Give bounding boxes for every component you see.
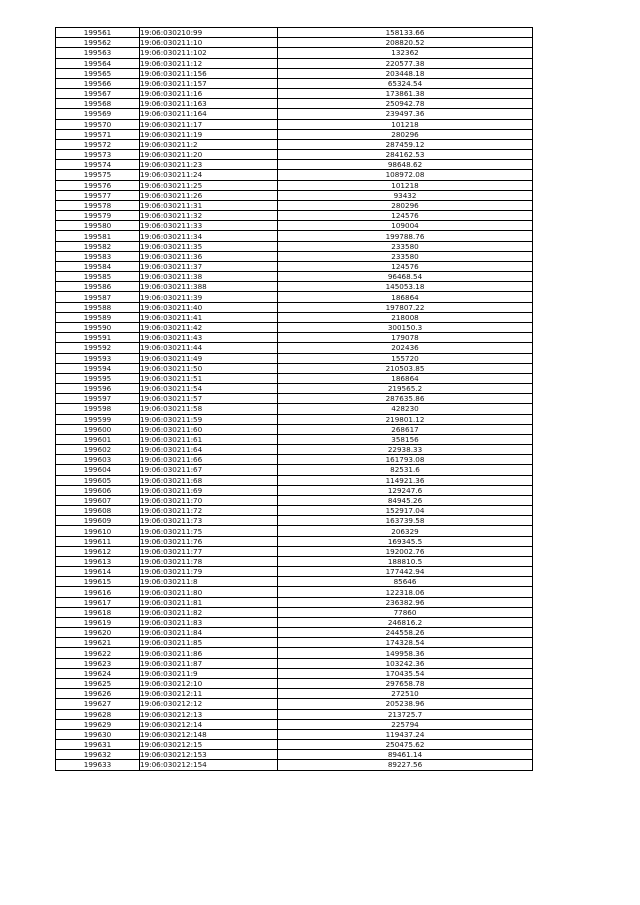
- row-id-cell: 199597: [56, 394, 140, 404]
- value-cell: 82531.6: [278, 465, 533, 475]
- row-id-cell: 199602: [56, 445, 140, 455]
- row-id-cell: 199620: [56, 628, 140, 638]
- value-cell: 163739.58: [278, 516, 533, 526]
- value-cell: 199788.76: [278, 231, 533, 241]
- row-id-cell: 199569: [56, 109, 140, 119]
- row-id-cell: 199582: [56, 241, 140, 251]
- value-cell: 287459.12: [278, 139, 533, 149]
- value-cell: 206329: [278, 526, 533, 536]
- value-cell: 220577.38: [278, 58, 533, 68]
- row-id-cell: 199625: [56, 679, 140, 689]
- value-cell: 287635.86: [278, 394, 533, 404]
- value-cell: 155720: [278, 353, 533, 363]
- cadastral-number-cell: 19:06:030211:60: [140, 424, 278, 434]
- cadastral-number-cell: 19:06:030211:78: [140, 556, 278, 566]
- row-id-cell: 199607: [56, 495, 140, 505]
- row-id-cell: 199601: [56, 434, 140, 444]
- cadastral-number-cell: 19:06:030211:19: [140, 129, 278, 139]
- table-row: [56, 119, 533, 129]
- table-row: [56, 312, 533, 322]
- cadastral-number-cell: 19:06:030211:16: [140, 89, 278, 99]
- row-id-cell: 199570: [56, 119, 140, 129]
- row-id-cell: 199585: [56, 272, 140, 282]
- value-cell: 132362: [278, 48, 533, 58]
- row-id-cell: 199579: [56, 211, 140, 221]
- table-row: [56, 404, 533, 414]
- value-cell: 197807.22: [278, 302, 533, 312]
- cadastral-number-cell: 19:06:030211:41: [140, 312, 278, 322]
- row-id-cell: 199563: [56, 48, 140, 58]
- table-row: [56, 231, 533, 241]
- table-row: [56, 150, 533, 160]
- table-row: [56, 292, 533, 302]
- row-id-cell: 199580: [56, 221, 140, 231]
- row-id-cell: 199609: [56, 516, 140, 526]
- table-row: [56, 261, 533, 271]
- value-cell: 89227.56: [278, 760, 533, 770]
- row-id-cell: 199594: [56, 363, 140, 373]
- cadastral-number-cell: 19:06:030211:20: [140, 150, 278, 160]
- value-cell: 22938.33: [278, 445, 533, 455]
- cadastral-number-cell: 19:06:030211:84: [140, 628, 278, 638]
- cadastral-number-cell: 19:06:030211:32: [140, 211, 278, 221]
- row-id-cell: 199581: [56, 231, 140, 241]
- value-cell: 89461.14: [278, 750, 533, 760]
- row-id-cell: 199603: [56, 455, 140, 465]
- cadastral-number-cell: 19:06:030211:57: [140, 394, 278, 404]
- cadastral-number-cell: 19:06:030211:61: [140, 434, 278, 444]
- cadastral-number-cell: 19:06:030211:38: [140, 272, 278, 282]
- value-cell: 186864: [278, 373, 533, 383]
- row-id-cell: 199576: [56, 180, 140, 190]
- table-row: [56, 750, 533, 760]
- cadastral-number-cell: 19:06:030211:80: [140, 587, 278, 597]
- value-cell: 179078: [278, 333, 533, 343]
- row-id-cell: 199606: [56, 485, 140, 495]
- row-id-cell: 199573: [56, 150, 140, 160]
- table-row: [56, 424, 533, 434]
- value-cell: 188810.5: [278, 556, 533, 566]
- cadastral-number-cell: 19:06:030211:157: [140, 78, 278, 88]
- table-row: [56, 465, 533, 475]
- value-cell: 119437.24: [278, 729, 533, 739]
- row-id-cell: 199629: [56, 719, 140, 729]
- value-cell: 161793.08: [278, 455, 533, 465]
- cadastral-number-cell: 19:06:030211:75: [140, 526, 278, 536]
- cadastral-number-cell: 19:06:030211:39: [140, 292, 278, 302]
- value-cell: 101218: [278, 119, 533, 129]
- cadastral-number-cell: 19:06:030211:26: [140, 190, 278, 200]
- value-cell: 124576: [278, 261, 533, 271]
- row-id-cell: 199630: [56, 729, 140, 739]
- table-row: [56, 160, 533, 170]
- table-row: [56, 485, 533, 495]
- table-row: [56, 679, 533, 689]
- cadastral-number-cell: 19:06:030211:77: [140, 546, 278, 556]
- table-row: [56, 597, 533, 607]
- value-cell: 280296: [278, 129, 533, 139]
- row-id-cell: 199612: [56, 546, 140, 556]
- table-row: [56, 221, 533, 231]
- value-cell: 174328.54: [278, 638, 533, 648]
- table-row: [56, 577, 533, 587]
- table-row: [56, 68, 533, 78]
- cadastral-number-cell: 19:06:030211:70: [140, 495, 278, 505]
- cadastral-number-cell: 19:06:030211:17: [140, 119, 278, 129]
- table-row: [56, 48, 533, 58]
- row-id-cell: 199575: [56, 170, 140, 180]
- cadastral-number-cell: 19:06:030211:67: [140, 465, 278, 475]
- table-row: [56, 180, 533, 190]
- cadastral-number-cell: 19:06:030211:76: [140, 536, 278, 546]
- table-row: [56, 617, 533, 627]
- value-cell: 169345.5: [278, 536, 533, 546]
- table-row: [56, 495, 533, 505]
- value-cell: 84945.26: [278, 495, 533, 505]
- cadastral-number-cell: 19:06:030211:163: [140, 99, 278, 109]
- cadastral-number-cell: 19:06:030211:24: [140, 170, 278, 180]
- row-id-cell: 199622: [56, 648, 140, 658]
- row-id-cell: 199599: [56, 414, 140, 424]
- value-cell: 219565.2: [278, 384, 533, 394]
- cadastral-number-cell: 19:06:030211:2: [140, 139, 278, 149]
- row-id-cell: 199616: [56, 587, 140, 597]
- cadastral-number-cell: 19:06:030211:8: [140, 577, 278, 587]
- value-cell: 85646: [278, 577, 533, 587]
- row-id-cell: 199577: [56, 190, 140, 200]
- table-row: [56, 353, 533, 363]
- value-cell: 122318.06: [278, 587, 533, 597]
- table-row: [56, 170, 533, 180]
- table-row: [56, 302, 533, 312]
- cadastral-number-cell: 19:06:030211:102: [140, 48, 278, 58]
- row-id-cell: 199589: [56, 312, 140, 322]
- cadastral-number-cell: 19:06:030212:153: [140, 750, 278, 760]
- row-id-cell: 199583: [56, 251, 140, 261]
- row-id-cell: 199611: [56, 536, 140, 546]
- value-cell: 109004: [278, 221, 533, 231]
- cadastral-number-cell: 19:06:030211:83: [140, 617, 278, 627]
- cadastral-number-cell: 19:06:030211:81: [140, 597, 278, 607]
- value-cell: 358156: [278, 434, 533, 444]
- value-cell: 300150.3: [278, 322, 533, 332]
- table-row: [56, 251, 533, 261]
- table-row: [56, 139, 533, 149]
- table-row: [56, 58, 533, 68]
- table-row: [56, 89, 533, 99]
- row-id-cell: 199618: [56, 607, 140, 617]
- value-cell: 152917.04: [278, 506, 533, 516]
- table-row: [56, 516, 533, 526]
- value-cell: 236382.96: [278, 597, 533, 607]
- cadastral-number-cell: 19:06:030211:68: [140, 475, 278, 485]
- cadastral-number-cell: 19:06:030211:72: [140, 506, 278, 516]
- row-id-cell: 199624: [56, 668, 140, 678]
- table-row: [56, 607, 533, 617]
- cadastral-number-cell: 19:06:030211:12: [140, 58, 278, 68]
- row-id-cell: 199605: [56, 475, 140, 485]
- table-row: [56, 709, 533, 719]
- value-cell: 101218: [278, 180, 533, 190]
- table-row: [56, 343, 533, 353]
- cadastral-number-cell: 19:06:030211:25: [140, 180, 278, 190]
- row-id-cell: 199631: [56, 740, 140, 750]
- row-id-cell: 199633: [56, 760, 140, 770]
- cadastral-number-cell: 19:06:030211:35: [140, 241, 278, 251]
- value-cell: 192002.76: [278, 546, 533, 556]
- cadastral-number-cell: 19:06:030211:85: [140, 638, 278, 648]
- cadastral-number-cell: 19:06:030211:44: [140, 343, 278, 353]
- cadastral-number-cell: 19:06:030212:11: [140, 689, 278, 699]
- value-cell: 218008: [278, 312, 533, 322]
- row-id-cell: 199591: [56, 333, 140, 343]
- table-row: [56, 638, 533, 648]
- cadastral-number-cell: 19:06:030211:43: [140, 333, 278, 343]
- cadastral-number-cell: 19:06:030211:58: [140, 404, 278, 414]
- cadastral-number-cell: 19:06:030211:36: [140, 251, 278, 261]
- row-id-cell: 199613: [56, 556, 140, 566]
- data-table: [55, 27, 533, 771]
- table-row: [56, 719, 533, 729]
- value-cell: 297658.78: [278, 679, 533, 689]
- cadastral-number-cell: 19:06:030212:154: [140, 760, 278, 770]
- cadastral-number-cell: 19:06:030211:33: [140, 221, 278, 231]
- row-id-cell: 199572: [56, 139, 140, 149]
- value-cell: 225794: [278, 719, 533, 729]
- value-cell: 244558.26: [278, 628, 533, 638]
- row-id-cell: 199617: [56, 597, 140, 607]
- table-row: [56, 241, 533, 251]
- row-id-cell: 199562: [56, 38, 140, 48]
- cadastral-number-cell: 19:06:030211:388: [140, 282, 278, 292]
- value-cell: 129247.6: [278, 485, 533, 495]
- value-cell: 213725.7: [278, 709, 533, 719]
- value-cell: 280296: [278, 200, 533, 210]
- value-cell: 202436: [278, 343, 533, 353]
- cadastral-number-cell: 19:06:030211:31: [140, 200, 278, 210]
- value-cell: 205238.96: [278, 699, 533, 709]
- table-row: [56, 129, 533, 139]
- cadastral-number-cell: 19:06:030211:23: [140, 160, 278, 170]
- value-cell: 108972.08: [278, 170, 533, 180]
- cadastral-number-cell: 19:06:030212:12: [140, 699, 278, 709]
- table-row: [56, 556, 533, 566]
- value-cell: 173861.38: [278, 89, 533, 99]
- table-row: [56, 363, 533, 373]
- table-row: [56, 475, 533, 485]
- row-id-cell: 199623: [56, 658, 140, 668]
- cadastral-number-cell: 19:06:030211:82: [140, 607, 278, 617]
- table-row: [56, 190, 533, 200]
- row-id-cell: 199593: [56, 353, 140, 363]
- table-row: [56, 200, 533, 210]
- row-id-cell: 199567: [56, 89, 140, 99]
- table-row: [56, 38, 533, 48]
- row-id-cell: 199598: [56, 404, 140, 414]
- row-id-cell: 199627: [56, 699, 140, 709]
- value-cell: 250942.78: [278, 99, 533, 109]
- value-cell: 96468.54: [278, 272, 533, 282]
- cadastral-number-cell: 19:06:030211:34: [140, 231, 278, 241]
- value-cell: 246816.2: [278, 617, 533, 627]
- cadastral-number-cell: 19:06:030211:51: [140, 373, 278, 383]
- table-row: [56, 333, 533, 343]
- cadastral-number-cell: 19:06:030211:42: [140, 322, 278, 332]
- cadastral-number-cell: 19:06:030211:156: [140, 68, 278, 78]
- value-cell: 93432: [278, 190, 533, 200]
- cadastral-number-cell: 19:06:030212:15: [140, 740, 278, 750]
- table-row: [56, 211, 533, 221]
- row-id-cell: 199592: [56, 343, 140, 353]
- cadastral-number-cell: 19:06:030211:49: [140, 353, 278, 363]
- cadastral-number-cell: 19:06:030211:87: [140, 658, 278, 668]
- value-cell: 233580: [278, 251, 533, 261]
- cadastral-number-cell: 19:06:030211:69: [140, 485, 278, 495]
- cadastral-number-cell: 19:06:030211:64: [140, 445, 278, 455]
- cadastral-number-cell: 19:06:030211:59: [140, 414, 278, 424]
- table-row: [56, 99, 533, 109]
- row-id-cell: 199590: [56, 322, 140, 332]
- value-cell: 219801.12: [278, 414, 533, 424]
- row-id-cell: 199588: [56, 302, 140, 312]
- value-cell: 186864: [278, 292, 533, 302]
- cadastral-number-cell: 19:06:030211:164: [140, 109, 278, 119]
- row-id-cell: 199610: [56, 526, 140, 536]
- value-cell: 103242.36: [278, 658, 533, 668]
- value-cell: 170435.54: [278, 668, 533, 678]
- table-row: [56, 658, 533, 668]
- table-row: [56, 322, 533, 332]
- row-id-cell: 199626: [56, 689, 140, 699]
- row-id-cell: 199568: [56, 99, 140, 109]
- table-row: [56, 760, 533, 770]
- value-cell: 124576: [278, 211, 533, 221]
- table-row: [56, 394, 533, 404]
- value-cell: 233580: [278, 241, 533, 251]
- row-id-cell: 199584: [56, 261, 140, 271]
- table-row: [56, 729, 533, 739]
- row-id-cell: 199578: [56, 200, 140, 210]
- table-row: [56, 445, 533, 455]
- cadastral-number-cell: 19:06:030212:13: [140, 709, 278, 719]
- value-cell: 149958.36: [278, 648, 533, 658]
- cadastral-number-cell: 19:06:030210:99: [140, 28, 278, 38]
- table-row: [56, 526, 533, 536]
- value-cell: 208820.52: [278, 38, 533, 48]
- value-cell: 272510: [278, 689, 533, 699]
- row-id-cell: 199566: [56, 78, 140, 88]
- table-row: [56, 648, 533, 658]
- cadastral-number-cell: 19:06:030211:10: [140, 38, 278, 48]
- row-id-cell: 199615: [56, 577, 140, 587]
- table-row: [56, 536, 533, 546]
- cadastral-number-cell: 19:06:030211:9: [140, 668, 278, 678]
- cadastral-number-cell: 19:06:030211:50: [140, 363, 278, 373]
- cadastral-number-cell: 19:06:030211:86: [140, 648, 278, 658]
- table-row: [56, 373, 533, 383]
- table-row: [56, 455, 533, 465]
- table-row: [56, 668, 533, 678]
- row-id-cell: 199587: [56, 292, 140, 302]
- row-id-cell: 199574: [56, 160, 140, 170]
- value-cell: 65324.54: [278, 78, 533, 88]
- value-cell: 177442.94: [278, 567, 533, 577]
- cadastral-number-cell: 19:06:030212:14: [140, 719, 278, 729]
- value-cell: 203448.18: [278, 68, 533, 78]
- row-id-cell: 199600: [56, 424, 140, 434]
- table-body: [56, 28, 533, 771]
- table-row: [56, 272, 533, 282]
- row-id-cell: 199632: [56, 750, 140, 760]
- value-cell: 210503.85: [278, 363, 533, 373]
- row-id-cell: 199564: [56, 58, 140, 68]
- value-cell: 98648.62: [278, 160, 533, 170]
- cadastral-number-cell: 19:06:030212:148: [140, 729, 278, 739]
- cadastral-number-cell: 19:06:030211:79: [140, 567, 278, 577]
- cadastral-number-cell: 19:06:030211:37: [140, 261, 278, 271]
- table-row: [56, 282, 533, 292]
- cadastral-number-cell: 19:06:030211:40: [140, 302, 278, 312]
- table-row: [56, 414, 533, 424]
- value-cell: 284162.53: [278, 150, 533, 160]
- row-id-cell: 199608: [56, 506, 140, 516]
- row-id-cell: 199595: [56, 373, 140, 383]
- table-row: [56, 109, 533, 119]
- table-row: [56, 587, 533, 597]
- table-row: [56, 78, 533, 88]
- row-id-cell: 199621: [56, 638, 140, 648]
- row-id-cell: 199571: [56, 129, 140, 139]
- row-id-cell: 199619: [56, 617, 140, 627]
- table-row: [56, 434, 533, 444]
- row-id-cell: 199565: [56, 68, 140, 78]
- table-row: [56, 699, 533, 709]
- row-id-cell: 199561: [56, 28, 140, 38]
- cadastral-number-cell: 19:06:030211:54: [140, 384, 278, 394]
- cadastral-number-cell: 19:06:030211:73: [140, 516, 278, 526]
- value-cell: 250475.62: [278, 740, 533, 750]
- table-row: [56, 628, 533, 638]
- value-cell: 114921.36: [278, 475, 533, 485]
- row-id-cell: 199596: [56, 384, 140, 394]
- value-cell: 268617: [278, 424, 533, 434]
- table-row: [56, 689, 533, 699]
- row-id-cell: 199628: [56, 709, 140, 719]
- value-cell: 239497.36: [278, 109, 533, 119]
- table-row: [56, 384, 533, 394]
- value-cell: 158133.66: [278, 28, 533, 38]
- table-row: [56, 28, 533, 38]
- table-row: [56, 506, 533, 516]
- table-row: [56, 567, 533, 577]
- value-cell: 145053.18: [278, 282, 533, 292]
- table-row: [56, 740, 533, 750]
- row-id-cell: 199586: [56, 282, 140, 292]
- cadastral-number-cell: 19:06:030212:10: [140, 679, 278, 689]
- cadastral-number-cell: 19:06:030211:66: [140, 455, 278, 465]
- value-cell: 428230: [278, 404, 533, 414]
- value-cell: 77860: [278, 607, 533, 617]
- row-id-cell: 199614: [56, 567, 140, 577]
- row-id-cell: 199604: [56, 465, 140, 475]
- table-row: [56, 546, 533, 556]
